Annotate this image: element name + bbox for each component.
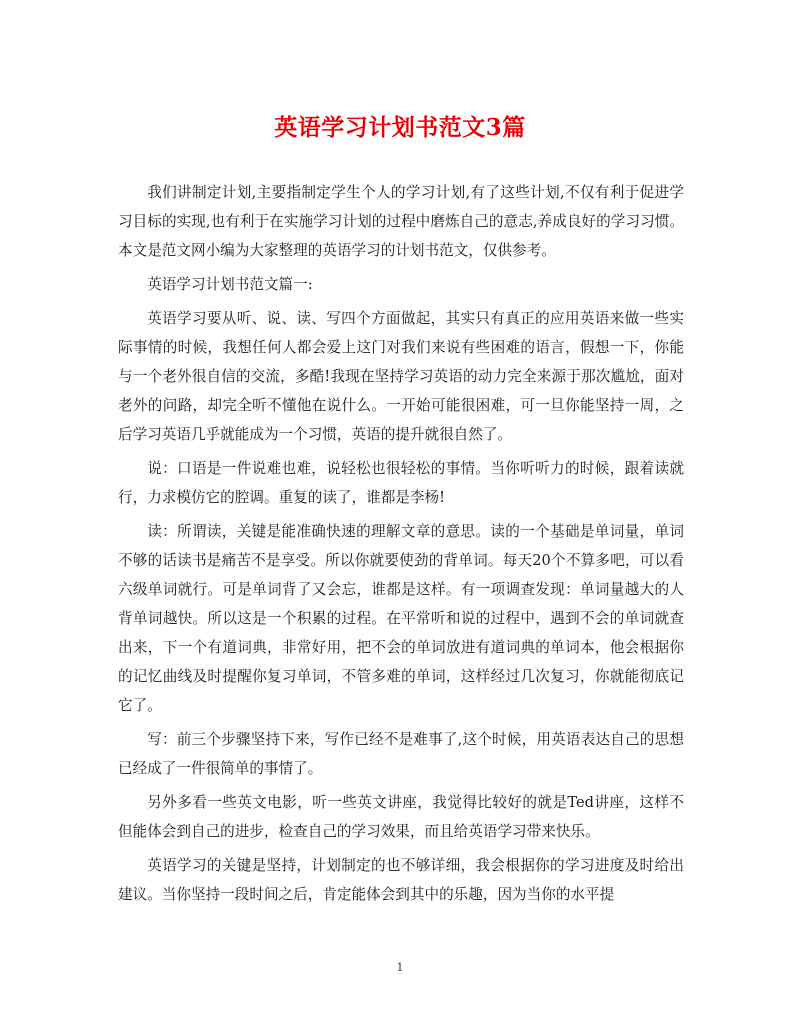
body-paragraph: 读：所谓读，关键是能准确快速的理解文章的意思。读的一个基础是单词量，单词不够的话读书是痛苦不是享受。所以你就要使劲的背单词。每天20个不算多吧，可以看六级单词就行。可是单词背了又会忘，谁都是这样。有一项调查发现：单词量越大的人背单词越快。所以这是一个积累的过程。在平常听和说的过程中，遇到不会的单词就查出来，下一个有道词典，非常好用，把不会的单词放进有道词典的单词本，他会根据你的记忆曲线及时提醒你复习单词，不管多难的单词，这样经过几次复习，你就能彻底记它了。 xyxy=(118,523,684,714)
page-title: 英语学习计划书范文3篇 xyxy=(274,114,526,141)
intro-paragraph: 我们讲制定计划,主要指制定学生个人的学习计划,有了这些计划,不仅有利于促进学习目标的实现,也有利于在实施学习计划的过程中磨炼自己的意志,养成良好的学习习惯。本文是范文网小编为大家整理的英语学习的计划书范文，仅供参考。 xyxy=(118,184,684,259)
body-paragraph: 写：前三个步骤坚持下来，写作已经不是难事了,这个时候，用英语表达自己的思想已经成了一件很简单的事情了。 xyxy=(118,731,684,777)
body-paragraph: 英语学习的关键是坚持，计划制定的也不够详细，我会根据你的学习进度及时给出建议。当你坚持一段时间之后，肯定能体会到其中的乐趣，因为当你的水平提 xyxy=(118,857,684,903)
section-heading: 英语学习计划书范文篇一: xyxy=(147,276,313,293)
body-paragraph: 另外多看一些英文电影，听一些英文讲座，我觉得比较好的就是Ted讲座，这样不但能体会到自己的进步，检查自己的学习效果，而且给英语学习带来快乐。 xyxy=(118,794,684,840)
body-paragraph: 英语学习要从听、说、读、写四个方面做起，其实只有真正的应用英语来做一些实际事情的时候，我想任何人都会爱上这门对我们来说有些困难的语言，假想一下，你能与一个老外很自信的交流，多酷!我现在坚持学习英语的动力完全来源于那次尴尬，面对老外的问路，却完全听不懂他在说什么。一开始可能很困难，可一旦你能坚持一周，之后学习英语几乎就能成为一个习惯，英语的提升就很自然了。 xyxy=(118,310,684,443)
body-paragraph: 说：口语是一件说难也难，说轻松也很轻松的事情。当你听听力的时候，跟着读就行，力求模仿它的腔调。重复的读了，谁都是李杨! xyxy=(118,460,684,506)
page-number: 1 xyxy=(396,961,404,974)
document-body xyxy=(118,178,684,914)
